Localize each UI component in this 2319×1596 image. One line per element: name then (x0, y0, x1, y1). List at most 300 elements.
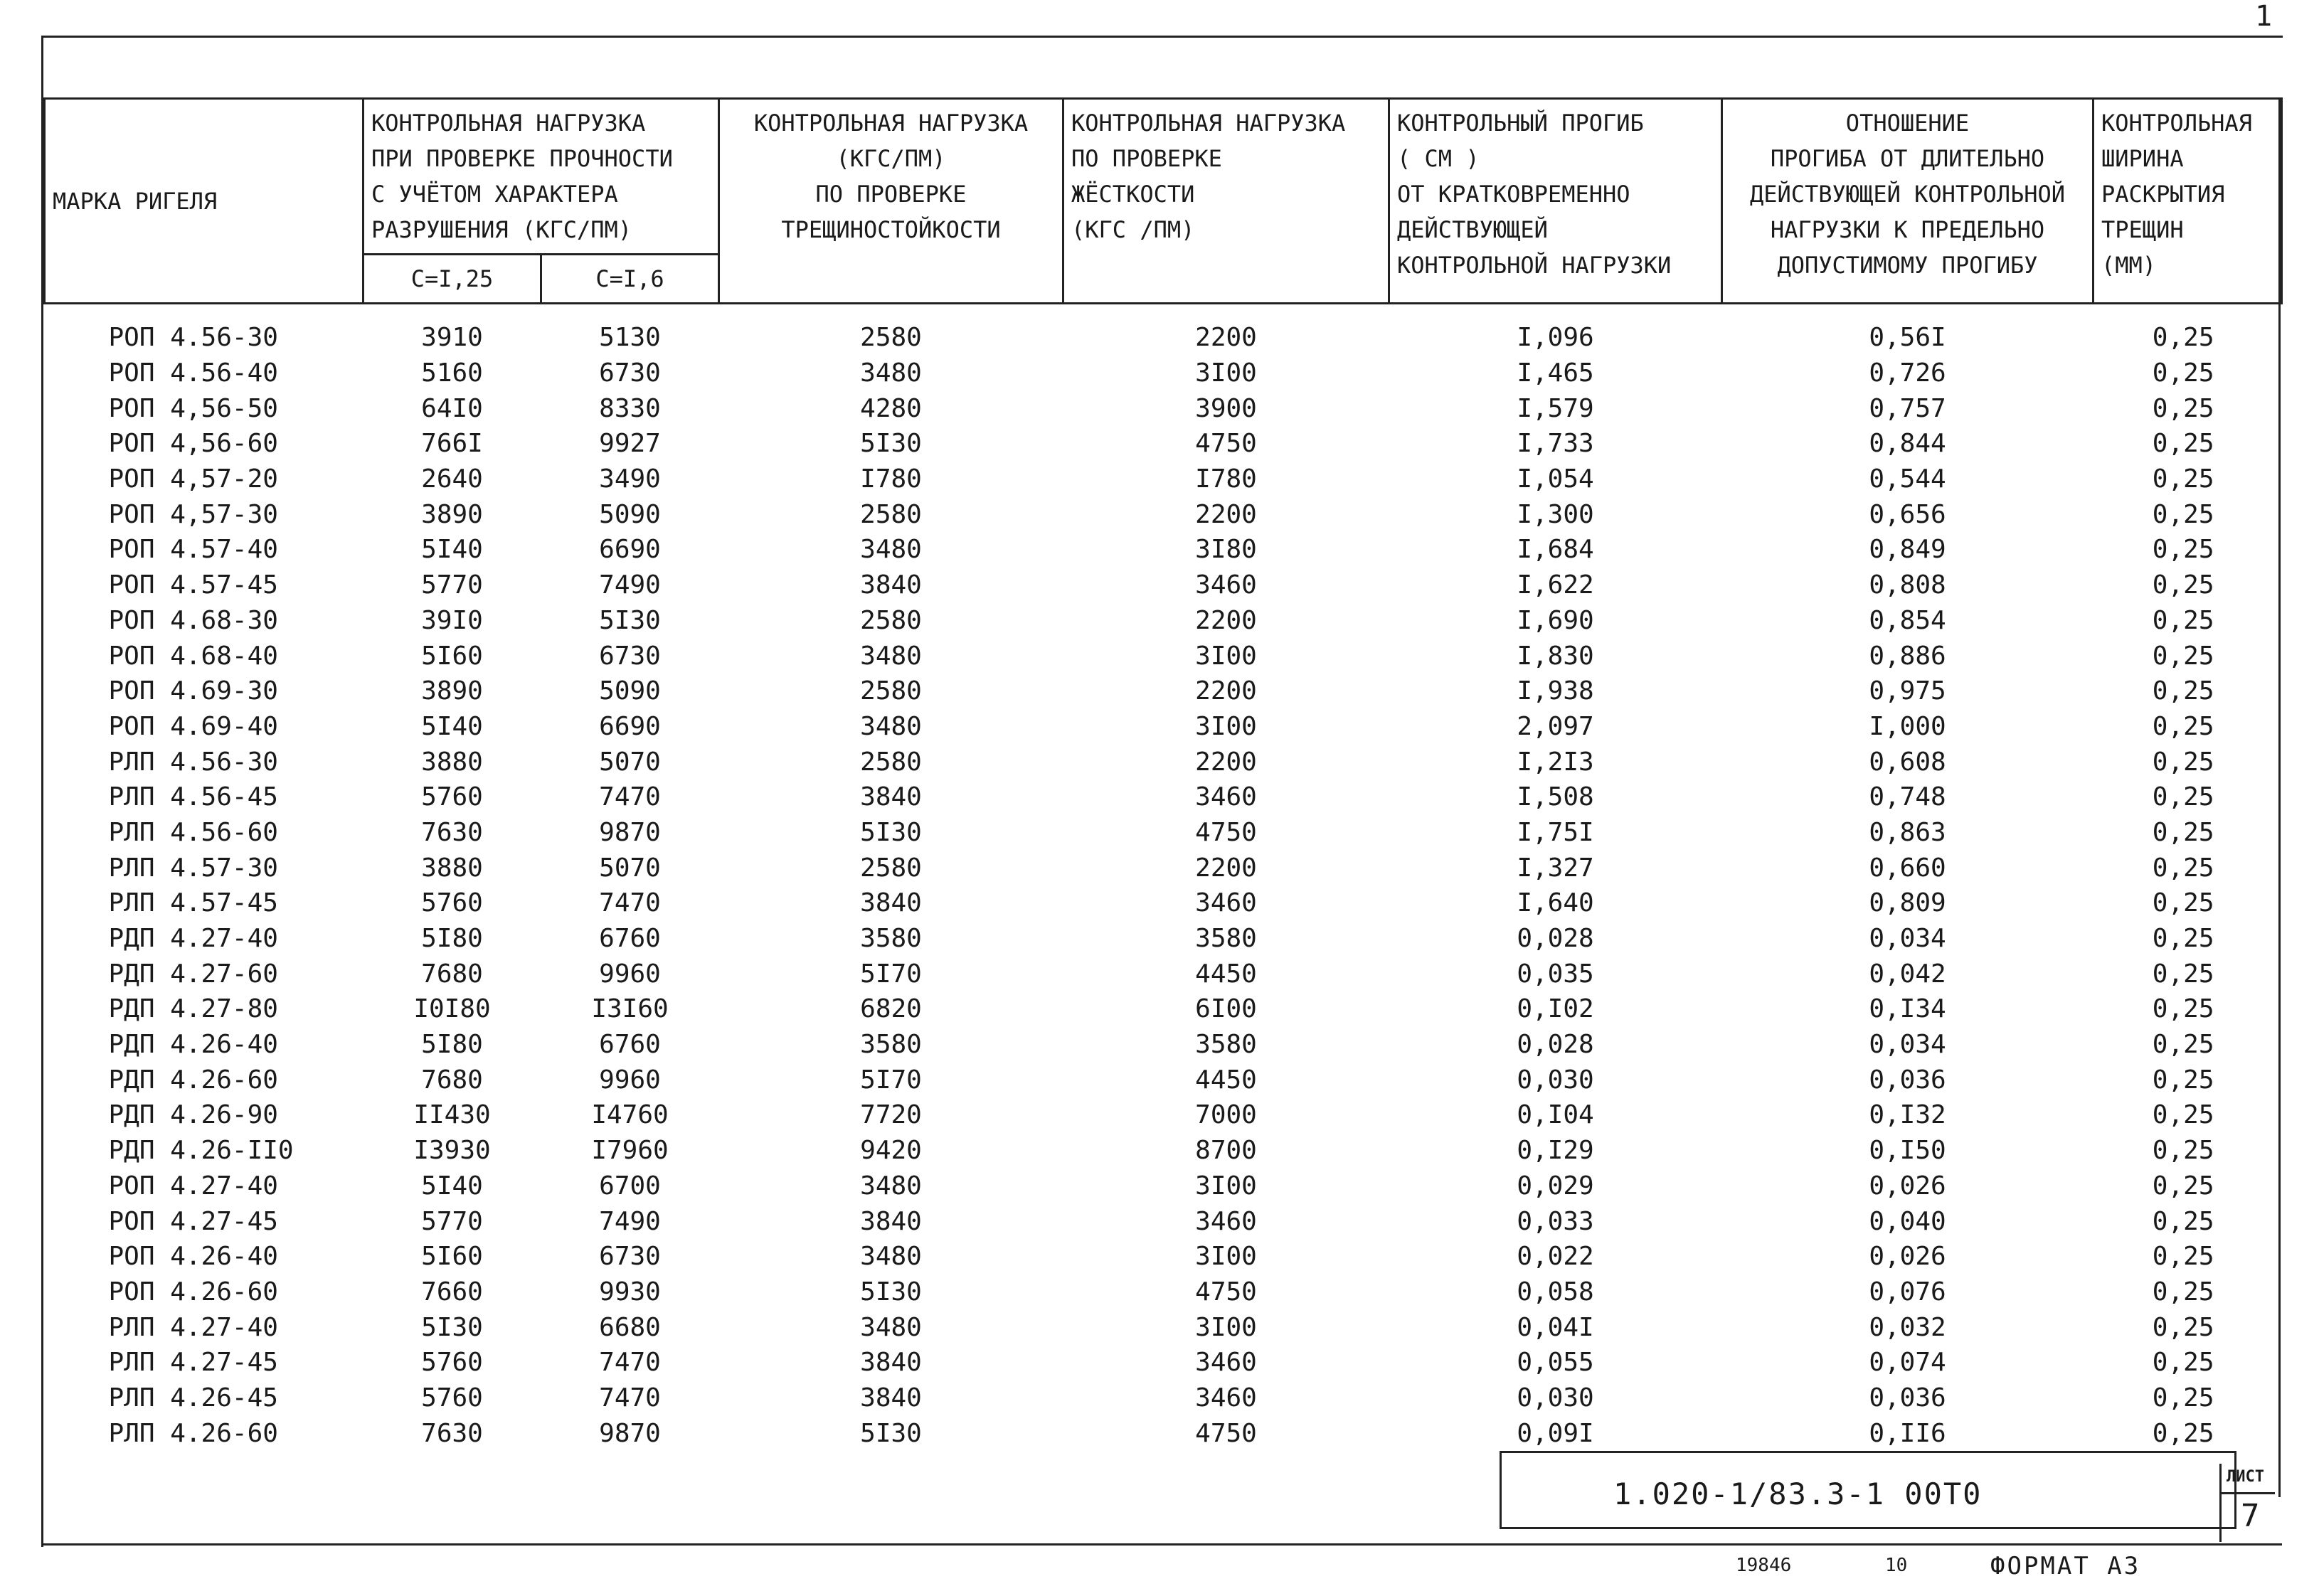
cell-load-c125: 39I0 (421, 605, 483, 635)
cell-crack-width: 0,25 (2152, 1136, 2214, 1166)
cell-load-c16: 5I30 (599, 605, 661, 635)
format-label: ФОРМАТ А3 (1990, 1552, 2141, 1580)
cell-deflection-ratio: 0,854 (1869, 605, 1946, 635)
cell-load-c125: 5I40 (421, 535, 483, 565)
cell-beam-mark: РДП 4.26-60 (108, 1065, 278, 1095)
cell-crack-load: 3840 (860, 782, 922, 812)
cell-beam-mark: РОП 4,56-60 (108, 429, 278, 459)
cell-load-c125: 5I30 (421, 1312, 483, 1342)
cell-beam-mark: РОП 4.26-60 (108, 1277, 278, 1307)
cell-deflection: 0,035 (1517, 959, 1594, 989)
header-mark: МАРКА РИГЕЛЯ (45, 99, 363, 304)
table-row (45, 356, 2282, 391)
cell-beam-mark: РДП 4.26-40 (108, 1030, 278, 1060)
cell-deflection: 0,055 (1517, 1348, 1594, 1378)
drawing-sheet (41, 36, 2283, 1547)
cell-stiffness-load: 3460 (1195, 782, 1257, 812)
cell-beam-mark: РОП 4.56-30 (108, 323, 278, 353)
cell-deflection-ratio: 0,I50 (1869, 1136, 1946, 1166)
cell-deflection-ratio: 0,544 (1869, 464, 1946, 494)
cell-beam-mark: РОП 4.69-30 (108, 676, 278, 706)
cell-crack-load: 3480 (860, 711, 922, 741)
cell-load-c16: 6690 (599, 535, 661, 565)
cell-load-c125: 5I40 (421, 711, 483, 741)
cell-deflection-ratio: 0,I34 (1869, 994, 1946, 1024)
cell-load-c125: 5I80 (421, 924, 483, 954)
cell-stiffness-load: 3I80 (1195, 535, 1257, 565)
cell-crack-width: 0,25 (2152, 676, 2214, 706)
cell-crack-width: 0,25 (2152, 323, 2214, 353)
cell-deflection: 0,033 (1517, 1206, 1594, 1236)
cell-beam-mark: РДП 4.27-60 (108, 959, 278, 989)
sheet-box-divider (2219, 1492, 2275, 1494)
cell-deflection: I,300 (1517, 499, 1594, 529)
cell-crack-width: 0,25 (2152, 1171, 2214, 1201)
cell-load-c125: 3910 (421, 323, 483, 353)
cell-crack-load: 5I30 (860, 1277, 922, 1307)
table-row (45, 674, 2282, 709)
cell-stiffness-load: 3I00 (1195, 1242, 1257, 1272)
cell-crack-width: 0,25 (2152, 464, 2214, 494)
cell-crack-width: 0,25 (2152, 535, 2214, 565)
cell-load-c16: 7490 (599, 1206, 661, 1236)
cell-load-c125: 3880 (421, 853, 483, 883)
cell-load-c125: 766I (421, 429, 483, 459)
cell-crack-load: I780 (860, 464, 922, 494)
cell-deflection-ratio: 0,I32 (1869, 1100, 1946, 1130)
cell-beam-mark: РОП 4.68-40 (108, 641, 278, 671)
cell-beam-mark: РЛП 4.26-60 (108, 1418, 278, 1448)
cell-load-c16: 6730 (599, 358, 661, 388)
header-sub-c16: С=I,6 (541, 255, 719, 304)
cell-deflection-ratio: 0,863 (1869, 817, 1946, 847)
cell-crack-load: 3840 (860, 888, 922, 918)
table-row (45, 1239, 2282, 1275)
cell-crack-load: 5I30 (860, 817, 922, 847)
table-row (45, 1345, 2282, 1380)
cell-crack-load: 3480 (860, 641, 922, 671)
cell-stiffness-load: 3I00 (1195, 641, 1257, 671)
cell-load-c125: 5I60 (421, 1242, 483, 1272)
document-code: 1.020-1/83.3-1 00Т0 (1613, 1477, 1983, 1511)
header-deflection: КОНТРОЛЬНЫЙ ПРОГИБ ( СМ ) ОТ КРАТКОВРЕМЕННО ДЕЙСТВУЮЩЕЙ КОНТРОЛЬНОЙ НАГРУЗКИ (1389, 99, 1722, 304)
cell-load-c125: 7680 (421, 959, 483, 989)
cell-load-c125: 7660 (421, 1277, 483, 1307)
table-row (45, 956, 2282, 991)
copy-number: 10 (1885, 1555, 1908, 1576)
cell-load-c16: I3I60 (591, 994, 669, 1024)
cell-beam-mark: РЛП 4.56-30 (108, 747, 278, 777)
table-row (45, 1203, 2282, 1239)
cell-crack-load: 3480 (860, 358, 922, 388)
cell-load-c16: 9870 (599, 817, 661, 847)
table-row (45, 885, 2282, 921)
cell-beam-mark: РОП 4,56-50 (108, 393, 278, 423)
cell-deflection: I,465 (1517, 358, 1594, 388)
table-row (45, 638, 2282, 674)
header-stiffness: КОНТРОЛЬНАЯ НАГРУЗКА ПО ПРОВЕРКЕ ЖЁСТКОСТИ (КГС /ПМ) (1063, 99, 1389, 304)
bottom-frame-line (41, 1543, 2282, 1546)
table-row (45, 921, 2282, 957)
cell-crack-width: 0,25 (2152, 429, 2214, 459)
cell-crack-width: 0,25 (2152, 1206, 2214, 1236)
table-row (45, 390, 2282, 426)
cell-deflection-ratio: 0,042 (1869, 959, 1946, 989)
table-row (45, 991, 2282, 1027)
cell-load-c125: 5160 (421, 358, 483, 388)
table-row (45, 532, 2282, 568)
cell-stiffness-load: 2200 (1195, 499, 1257, 529)
cell-beam-mark: РОП 4.26-40 (108, 1242, 278, 1272)
cell-stiffness-load: 3I00 (1195, 711, 1257, 741)
cell-deflection-ratio: 0,844 (1869, 429, 1946, 459)
sheet-label: ЛИСТ (2227, 1468, 2264, 1486)
cell-stiffness-load: 3460 (1195, 570, 1257, 600)
cell-stiffness-load: 4750 (1195, 1277, 1257, 1307)
cell-deflection-ratio: 0,726 (1869, 358, 1946, 388)
cell-crack-load: 4280 (860, 393, 922, 423)
cell-deflection-ratio: 0,660 (1869, 853, 1946, 883)
table-row (45, 1309, 2282, 1345)
cell-deflection: 0,09I (1517, 1418, 1594, 1448)
cell-deflection-ratio: 0,886 (1869, 641, 1946, 671)
cell-beam-mark: РОП 4.57-45 (108, 570, 278, 600)
cell-load-c16: I7960 (591, 1136, 669, 1166)
header-strength: КОНТРОЛЬНАЯ НАГРУЗКА ПРИ ПРОВЕРКЕ ПРОЧНОСТИ С УЧЁТОМ ХАРАКТЕРА РАЗРУШЕНИЯ (КГС/ПМ) (363, 99, 719, 255)
cell-deflection-ratio: 0,656 (1869, 499, 1946, 529)
cell-deflection: I,75I (1517, 817, 1594, 847)
cell-crack-width: 0,25 (2152, 711, 2214, 741)
cell-deflection: 0,028 (1517, 1030, 1594, 1060)
table-row (45, 603, 2282, 639)
cell-load-c16: 5070 (599, 747, 661, 777)
cell-deflection-ratio: 0,032 (1869, 1312, 1946, 1342)
cell-crack-load: 7720 (860, 1100, 922, 1130)
cell-load-c16: 5090 (599, 676, 661, 706)
cell-deflection-ratio: 0,034 (1869, 924, 1946, 954)
cell-load-c16: 5070 (599, 853, 661, 883)
cell-deflection-ratio: 0,748 (1869, 782, 1946, 812)
cell-crack-width: 0,25 (2152, 570, 2214, 600)
cell-deflection-ratio: 0,608 (1869, 747, 1946, 777)
cell-stiffness-load: 3I00 (1195, 1312, 1257, 1342)
cell-stiffness-load: 2200 (1195, 853, 1257, 883)
cell-crack-load: 6820 (860, 994, 922, 1024)
cell-stiffness-load: 3580 (1195, 924, 1257, 954)
cell-load-c125: I3930 (413, 1136, 491, 1166)
cell-load-c125: 5I80 (421, 1030, 483, 1060)
cell-crack-load: 3840 (860, 1348, 922, 1378)
cell-beam-mark: РЛП 4.57-30 (108, 853, 278, 883)
cell-deflection: 0,I04 (1517, 1100, 1594, 1130)
cell-crack-load: 3580 (860, 924, 922, 954)
cell-stiffness-load: 7000 (1195, 1100, 1257, 1130)
cell-load-c16: 6700 (599, 1171, 661, 1201)
cell-crack-width: 0,25 (2152, 888, 2214, 918)
cell-stiffness-load: 3900 (1195, 393, 1257, 423)
cell-stiffness-load: 4750 (1195, 817, 1257, 847)
cell-crack-load: 3480 (860, 1171, 922, 1201)
table-row (45, 1380, 2282, 1416)
cell-load-c16: 5130 (599, 323, 661, 353)
cell-crack-width: 0,25 (2152, 747, 2214, 777)
cell-load-c16: 6760 (599, 924, 661, 954)
cell-deflection: 0,I29 (1517, 1136, 1594, 1166)
cell-crack-load: 2580 (860, 853, 922, 883)
sheet-number: 7 (2241, 1498, 2260, 1534)
cell-beam-mark: РОП 4.27-45 (108, 1206, 278, 1236)
cell-load-c125: 7630 (421, 817, 483, 847)
cell-deflection-ratio: 0,034 (1869, 1030, 1946, 1060)
cell-crack-load: 3480 (860, 1242, 922, 1272)
cell-crack-width: 0,25 (2152, 1277, 2214, 1307)
cell-crack-load: 3840 (860, 570, 922, 600)
cell-deflection-ratio: 0,975 (1869, 676, 1946, 706)
cell-deflection: I,733 (1517, 429, 1594, 459)
cell-deflection: I,684 (1517, 535, 1594, 565)
table-row (45, 1133, 2282, 1169)
cell-deflection: 0,022 (1517, 1242, 1594, 1272)
cell-crack-load: 9420 (860, 1136, 922, 1166)
control-load-table (43, 97, 2283, 1451)
cell-crack-width: 0,25 (2152, 924, 2214, 954)
cell-load-c125: 64I0 (421, 393, 483, 423)
cell-load-c125: 3890 (421, 499, 483, 529)
cell-deflection-ratio: 0,II6 (1869, 1418, 1946, 1448)
cell-load-c125: 5770 (421, 570, 483, 600)
cell-stiffness-load: 3I00 (1195, 358, 1257, 388)
cell-crack-width: 0,25 (2152, 817, 2214, 847)
table-row (45, 1097, 2282, 1133)
cell-load-c125: 2640 (421, 464, 483, 494)
cell-beam-mark: РОП 4.69-40 (108, 711, 278, 741)
cell-stiffness-load: 2200 (1195, 323, 1257, 353)
cell-deflection-ratio: 0,026 (1869, 1242, 1946, 1272)
cell-load-c16: 9960 (599, 959, 661, 989)
corner-mark: 1 (2255, 0, 2273, 33)
top-margin-band (43, 38, 2283, 100)
cell-crack-load: 5I30 (860, 429, 922, 459)
cell-load-c125: I0I80 (413, 994, 491, 1024)
cell-load-c16: 3490 (599, 464, 661, 494)
cell-crack-load: 3840 (860, 1383, 922, 1413)
cell-deflection-ratio: 0,076 (1869, 1277, 1946, 1307)
cell-beam-mark: РОП 4.57-40 (108, 535, 278, 565)
cell-stiffness-load: 4750 (1195, 429, 1257, 459)
table-row (45, 780, 2282, 815)
cell-deflection-ratio: 0,026 (1869, 1171, 1946, 1201)
cell-load-c16: 9927 (599, 429, 661, 459)
cell-load-c125: 5760 (421, 888, 483, 918)
cell-deflection-ratio: 0,809 (1869, 888, 1946, 918)
cell-load-c16: 9960 (599, 1065, 661, 1095)
cell-beam-mark: РДП 4.26-90 (108, 1100, 278, 1130)
cell-deflection-ratio: 0,036 (1869, 1065, 1946, 1095)
table-row (45, 1275, 2282, 1310)
cell-deflection: 2,097 (1517, 711, 1594, 741)
cell-deflection-ratio: 0,036 (1869, 1383, 1946, 1413)
cell-load-c16: 7490 (599, 570, 661, 600)
table-row (45, 1062, 2282, 1097)
cell-load-c16: 6680 (599, 1312, 661, 1342)
cell-crack-width: 0,25 (2152, 1242, 2214, 1272)
cell-load-c16: 9870 (599, 1418, 661, 1448)
cell-crack-width: 0,25 (2152, 1065, 2214, 1095)
cell-beam-mark: РЛП 4.56-45 (108, 782, 278, 812)
header-crack-width: КОНТРОЛЬНАЯ ШИРИНА РАСКРЫТИЯ ТРЕЩИН (ММ) (2094, 99, 2282, 304)
cell-deflection: 0,04I (1517, 1312, 1594, 1342)
cell-deflection: 0,028 (1517, 924, 1594, 954)
cell-crack-load: 5I30 (860, 1418, 922, 1448)
cell-crack-width: 0,25 (2152, 499, 2214, 529)
cell-load-c125: 3880 (421, 747, 483, 777)
cell-crack-load: 3580 (860, 1030, 922, 1060)
cell-crack-load: 2580 (860, 747, 922, 777)
cell-beam-mark: РЛП 4.27-45 (108, 1348, 278, 1378)
cell-stiffness-load: 4450 (1195, 959, 1257, 989)
cell-deflection: I,830 (1517, 641, 1594, 671)
cell-deflection: I,054 (1517, 464, 1594, 494)
cell-load-c16: 6760 (599, 1030, 661, 1060)
cell-load-c16: 7470 (599, 782, 661, 812)
cell-stiffness-load: 2200 (1195, 676, 1257, 706)
cell-stiffness-load: 4750 (1195, 1418, 1257, 1448)
cell-crack-width: 0,25 (2152, 1030, 2214, 1060)
header-ratio: ОТНОШЕНИЕ ПРОГИБА ОТ ДЛИТЕЛЬНО ДЕЙСТВУЮЩЕЙ КОНТРОЛЬНОЙ НАГРУЗКИ К ПРЕДЕЛЬНО ДОПУСТИМОМУ ПРОГИБУ (1722, 99, 2094, 304)
cell-crack-width: 0,25 (2152, 1312, 2214, 1342)
table-row (45, 1027, 2282, 1063)
cell-crack-load: 3480 (860, 1312, 922, 1342)
cell-crack-width: 0,25 (2152, 605, 2214, 635)
cell-beam-mark: РЛП 4.57-45 (108, 888, 278, 918)
table-body (45, 304, 2282, 1452)
cell-beam-mark: РЛП 4.27-40 (108, 1312, 278, 1342)
table-row (45, 426, 2282, 462)
cell-crack-width: 0,25 (2152, 393, 2214, 423)
cell-stiffness-load: 8700 (1195, 1136, 1257, 1166)
cell-stiffness-load: 3460 (1195, 888, 1257, 918)
cell-deflection: 0,I02 (1517, 994, 1594, 1024)
cell-stiffness-load: 3580 (1195, 1030, 1257, 1060)
cell-beam-mark: РЛП 4.56-60 (108, 817, 278, 847)
cell-beam-mark: РЛП 4.26-45 (108, 1383, 278, 1413)
cell-load-c125: 7680 (421, 1065, 483, 1095)
cell-deflection: I,640 (1517, 888, 1594, 918)
cell-deflection-ratio: 0,808 (1869, 570, 1946, 600)
table-row (45, 1169, 2282, 1204)
cell-crack-width: 0,25 (2152, 1383, 2214, 1413)
cell-load-c16: 5090 (599, 499, 661, 529)
header-crack: КОНТРОЛЬНАЯ НАГРУЗКА (КГС/ПМ) ПО ПРОВЕРКЕ ТРЕЩИНОСТОЙКОСТИ (719, 99, 1063, 304)
cell-beam-mark: РОП 4,57-20 (108, 464, 278, 494)
cell-crack-width: 0,25 (2152, 1348, 2214, 1378)
cell-deflection-ratio: 0,757 (1869, 393, 1946, 423)
cell-load-c125: 5760 (421, 782, 483, 812)
header-sub-c125: С=I,25 (363, 255, 541, 304)
cell-stiffness-load: 6I00 (1195, 994, 1257, 1024)
cell-crack-load: 2580 (860, 499, 922, 529)
cell-deflection: 0,029 (1517, 1171, 1594, 1201)
cell-crack-load: 3840 (860, 1206, 922, 1236)
table-row (45, 496, 2282, 532)
cell-deflection: 0,030 (1517, 1383, 1594, 1413)
cell-load-c16: 6690 (599, 711, 661, 741)
cell-load-c125: 5I40 (421, 1171, 483, 1201)
cell-deflection: I,622 (1517, 570, 1594, 600)
cell-deflection: I,2I3 (1517, 747, 1594, 777)
cell-crack-load: 2580 (860, 605, 922, 635)
cell-stiffness-load: 2200 (1195, 747, 1257, 777)
cell-deflection: I,327 (1517, 853, 1594, 883)
cell-load-c125: 5760 (421, 1383, 483, 1413)
cell-beam-mark: РДП 4.27-80 (108, 994, 278, 1024)
cell-deflection-ratio: I,000 (1869, 711, 1946, 741)
cell-deflection-ratio: 0,074 (1869, 1348, 1946, 1378)
cell-deflection: I,508 (1517, 782, 1594, 812)
cell-deflection-ratio: 0,849 (1869, 535, 1946, 565)
cell-deflection-ratio: 0,56I (1869, 323, 1946, 353)
cell-stiffness-load: 3460 (1195, 1383, 1257, 1413)
cell-load-c125: 5760 (421, 1348, 483, 1378)
cell-load-c16: 6730 (599, 1242, 661, 1272)
cell-crack-width: 0,25 (2152, 782, 2214, 812)
cell-load-c16: 8330 (599, 393, 661, 423)
table-row (45, 462, 2282, 497)
cell-crack-width: 0,25 (2152, 358, 2214, 388)
cell-crack-width: 0,25 (2152, 853, 2214, 883)
table-row (45, 815, 2282, 851)
cell-crack-width: 0,25 (2152, 994, 2214, 1024)
cell-beam-mark: РОП 4.68-30 (108, 605, 278, 635)
cell-load-c16: 7470 (599, 888, 661, 918)
cell-beam-mark: РОП 4.56-40 (108, 358, 278, 388)
cell-beam-mark: РДП 4.27-40 (108, 924, 278, 954)
table-row (45, 304, 2282, 356)
cell-crack-load: 5I70 (860, 1065, 922, 1095)
cell-deflection: 0,058 (1517, 1277, 1594, 1307)
cell-load-c16: I4760 (591, 1100, 669, 1130)
cell-stiffness-load: I780 (1195, 464, 1257, 494)
inventory-number: 19846 (1736, 1555, 1792, 1576)
cell-beam-mark: РОП 4.27-40 (108, 1171, 278, 1201)
table-row (45, 709, 2282, 745)
cell-crack-load: 2580 (860, 676, 922, 706)
cell-crack-load: 2580 (860, 323, 922, 353)
cell-crack-width: 0,25 (2152, 641, 2214, 671)
cell-beam-mark: РОП 4,57-30 (108, 499, 278, 529)
cell-load-c16: 7470 (599, 1383, 661, 1413)
cell-deflection: I,096 (1517, 323, 1594, 353)
table-row (45, 744, 2282, 780)
cell-stiffness-load: 2200 (1195, 605, 1257, 635)
cell-load-c16: 6730 (599, 641, 661, 671)
cell-deflection: I,579 (1517, 393, 1594, 423)
cell-crack-load: 5I70 (860, 959, 922, 989)
cell-deflection: 0,030 (1517, 1065, 1594, 1095)
cell-crack-width: 0,25 (2152, 959, 2214, 989)
cell-load-c125: 7630 (421, 1418, 483, 1448)
table-row (45, 1415, 2282, 1451)
cell-load-c125: 5I60 (421, 641, 483, 671)
cell-load-c125: II430 (413, 1100, 491, 1130)
cell-load-c125: 3890 (421, 676, 483, 706)
table-row (45, 850, 2282, 885)
table-header (45, 99, 2282, 304)
cell-beam-mark: РДП 4.26-II0 (108, 1136, 294, 1166)
cell-stiffness-load: 3I00 (1195, 1171, 1257, 1201)
cell-crack-load: 3480 (860, 535, 922, 565)
cell-stiffness-load: 4450 (1195, 1065, 1257, 1095)
